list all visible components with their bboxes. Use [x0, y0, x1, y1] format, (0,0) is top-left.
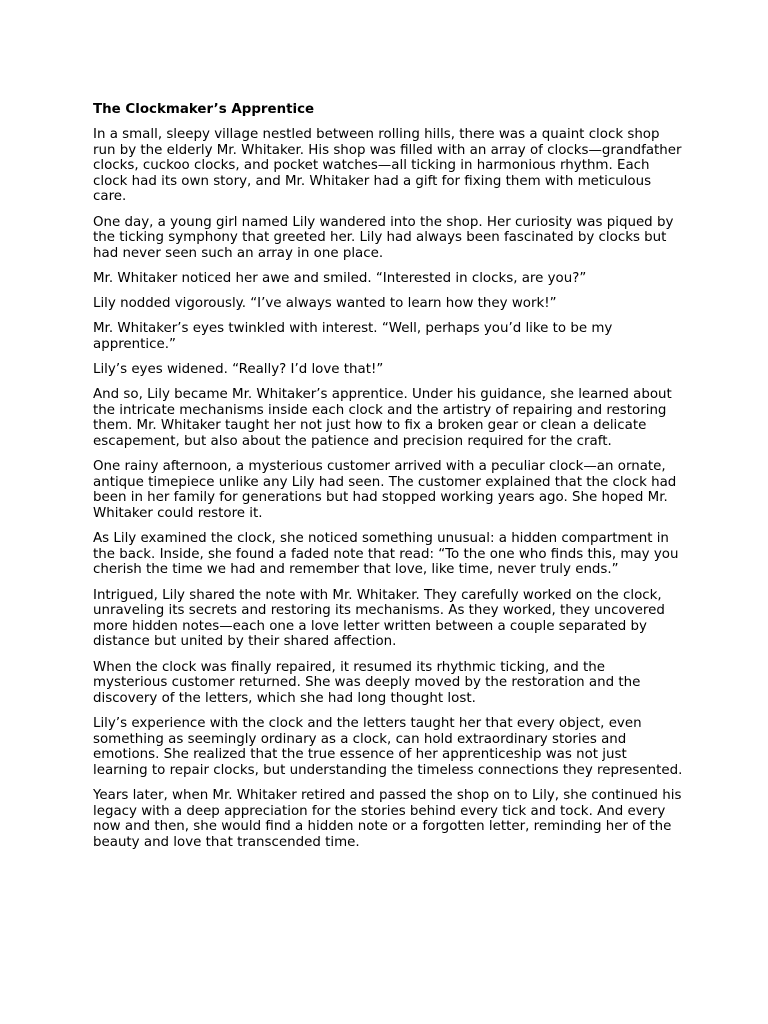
paragraph-8: One rainy afternoon, a mysterious customer arrived with a peculiar clock—an ornate, antique timepiece unlike any Lily had seen. The customer explained that the clock had been in her family for generations but had stopped working years ago. She hoped Mr. Whitaker could restore it.: [93, 459, 677, 522]
paragraph-1: In a small, sleepy village nestled between rolling hills, there was a quaint clock shop run by the elderly Mr. Whitaker. His shop was filled with an array of clocks—grandfather clocks, cuckoo clocks, and pocket watches—all ticking in harmonious rhythm. Each clock had its own story, and Mr. Whitaker had a gift for fixing them with meticulous care.: [93, 127, 682, 205]
paragraph-10: Intrigued, Lily shared the note with Mr. Whitaker. They carefully worked on the clock, unraveling its secrets and restoring its mechanisms. As they worked, they uncovered more hidden notes—each one a love letter written between a couple separated by distance but united by their shared affection.: [93, 587, 665, 650]
paragraph-9: As Lily examined the clock, she noticed something unusual: a hidden compartment in the back. Inside, she found a faded note that read: “To the one who finds this, may you cherish the time we had and remember that love, like time, never truly ends.”: [93, 531, 679, 578]
paragraph-2: One day, a young girl named Lily wandered into the shop. Her curiosity was piqued by the ticking symphony that greeted her. Lily had always been fascinated by clocks but had never seen such an array in one place.: [93, 214, 674, 261]
paragraph-6: Lily’s eyes widened. “Really? I’d love that!”: [93, 362, 384, 378]
paragraph-5: Mr. Whitaker’s eyes twinkled with interest. “Well, perhaps you’d like to be my apprentice.”: [93, 321, 613, 352]
paragraph-11: When the clock was finally repaired, it resumed its rhythmic ticking, and the mysterious customer returned. She was deeply moved by the restoration and the discovery of the letters, which she had long thought lost.: [93, 659, 641, 706]
paragraph-4: Lily nodded vigorously. “I’ve always wanted to learn how they work!”: [93, 296, 557, 312]
paragraph-12: Lily’s experience with the clock and the letters taught her that every object, even something as seemingly ordinary as a clock, can hold extraordinary stories and emotions. She realized that the true essence of her apprenticeship was not just learning to repair clocks, but understanding the timeless connections they represented.: [93, 715, 683, 778]
document-page: [93, 101, 683, 860]
paragraph-3: Mr. Whitaker noticed her awe and smiled. “Interested in clocks, are you?”: [93, 270, 587, 286]
paragraph-13: Years later, when Mr. Whitaker retired and passed the shop on to Lily, she continued his legacy with a deep appreciation for the stories behind every tick and tock. And every now and then, she would find a hidden note or a forgotten letter, reminding her of the beauty and love that transcended time.: [93, 787, 682, 850]
document-title: The Clockmaker’s Apprentice: [93, 102, 315, 117]
paragraph-7: And so, Lily became Mr. Whitaker’s apprentice. Under his guidance, she learned about the intricate mechanisms inside each clock and the artistry of repairing and restoring them. Mr. Whitaker taught her not just how to fix a broken gear or clean a delicate escapement, but also about the patience and precision required for the craft.: [93, 387, 672, 450]
